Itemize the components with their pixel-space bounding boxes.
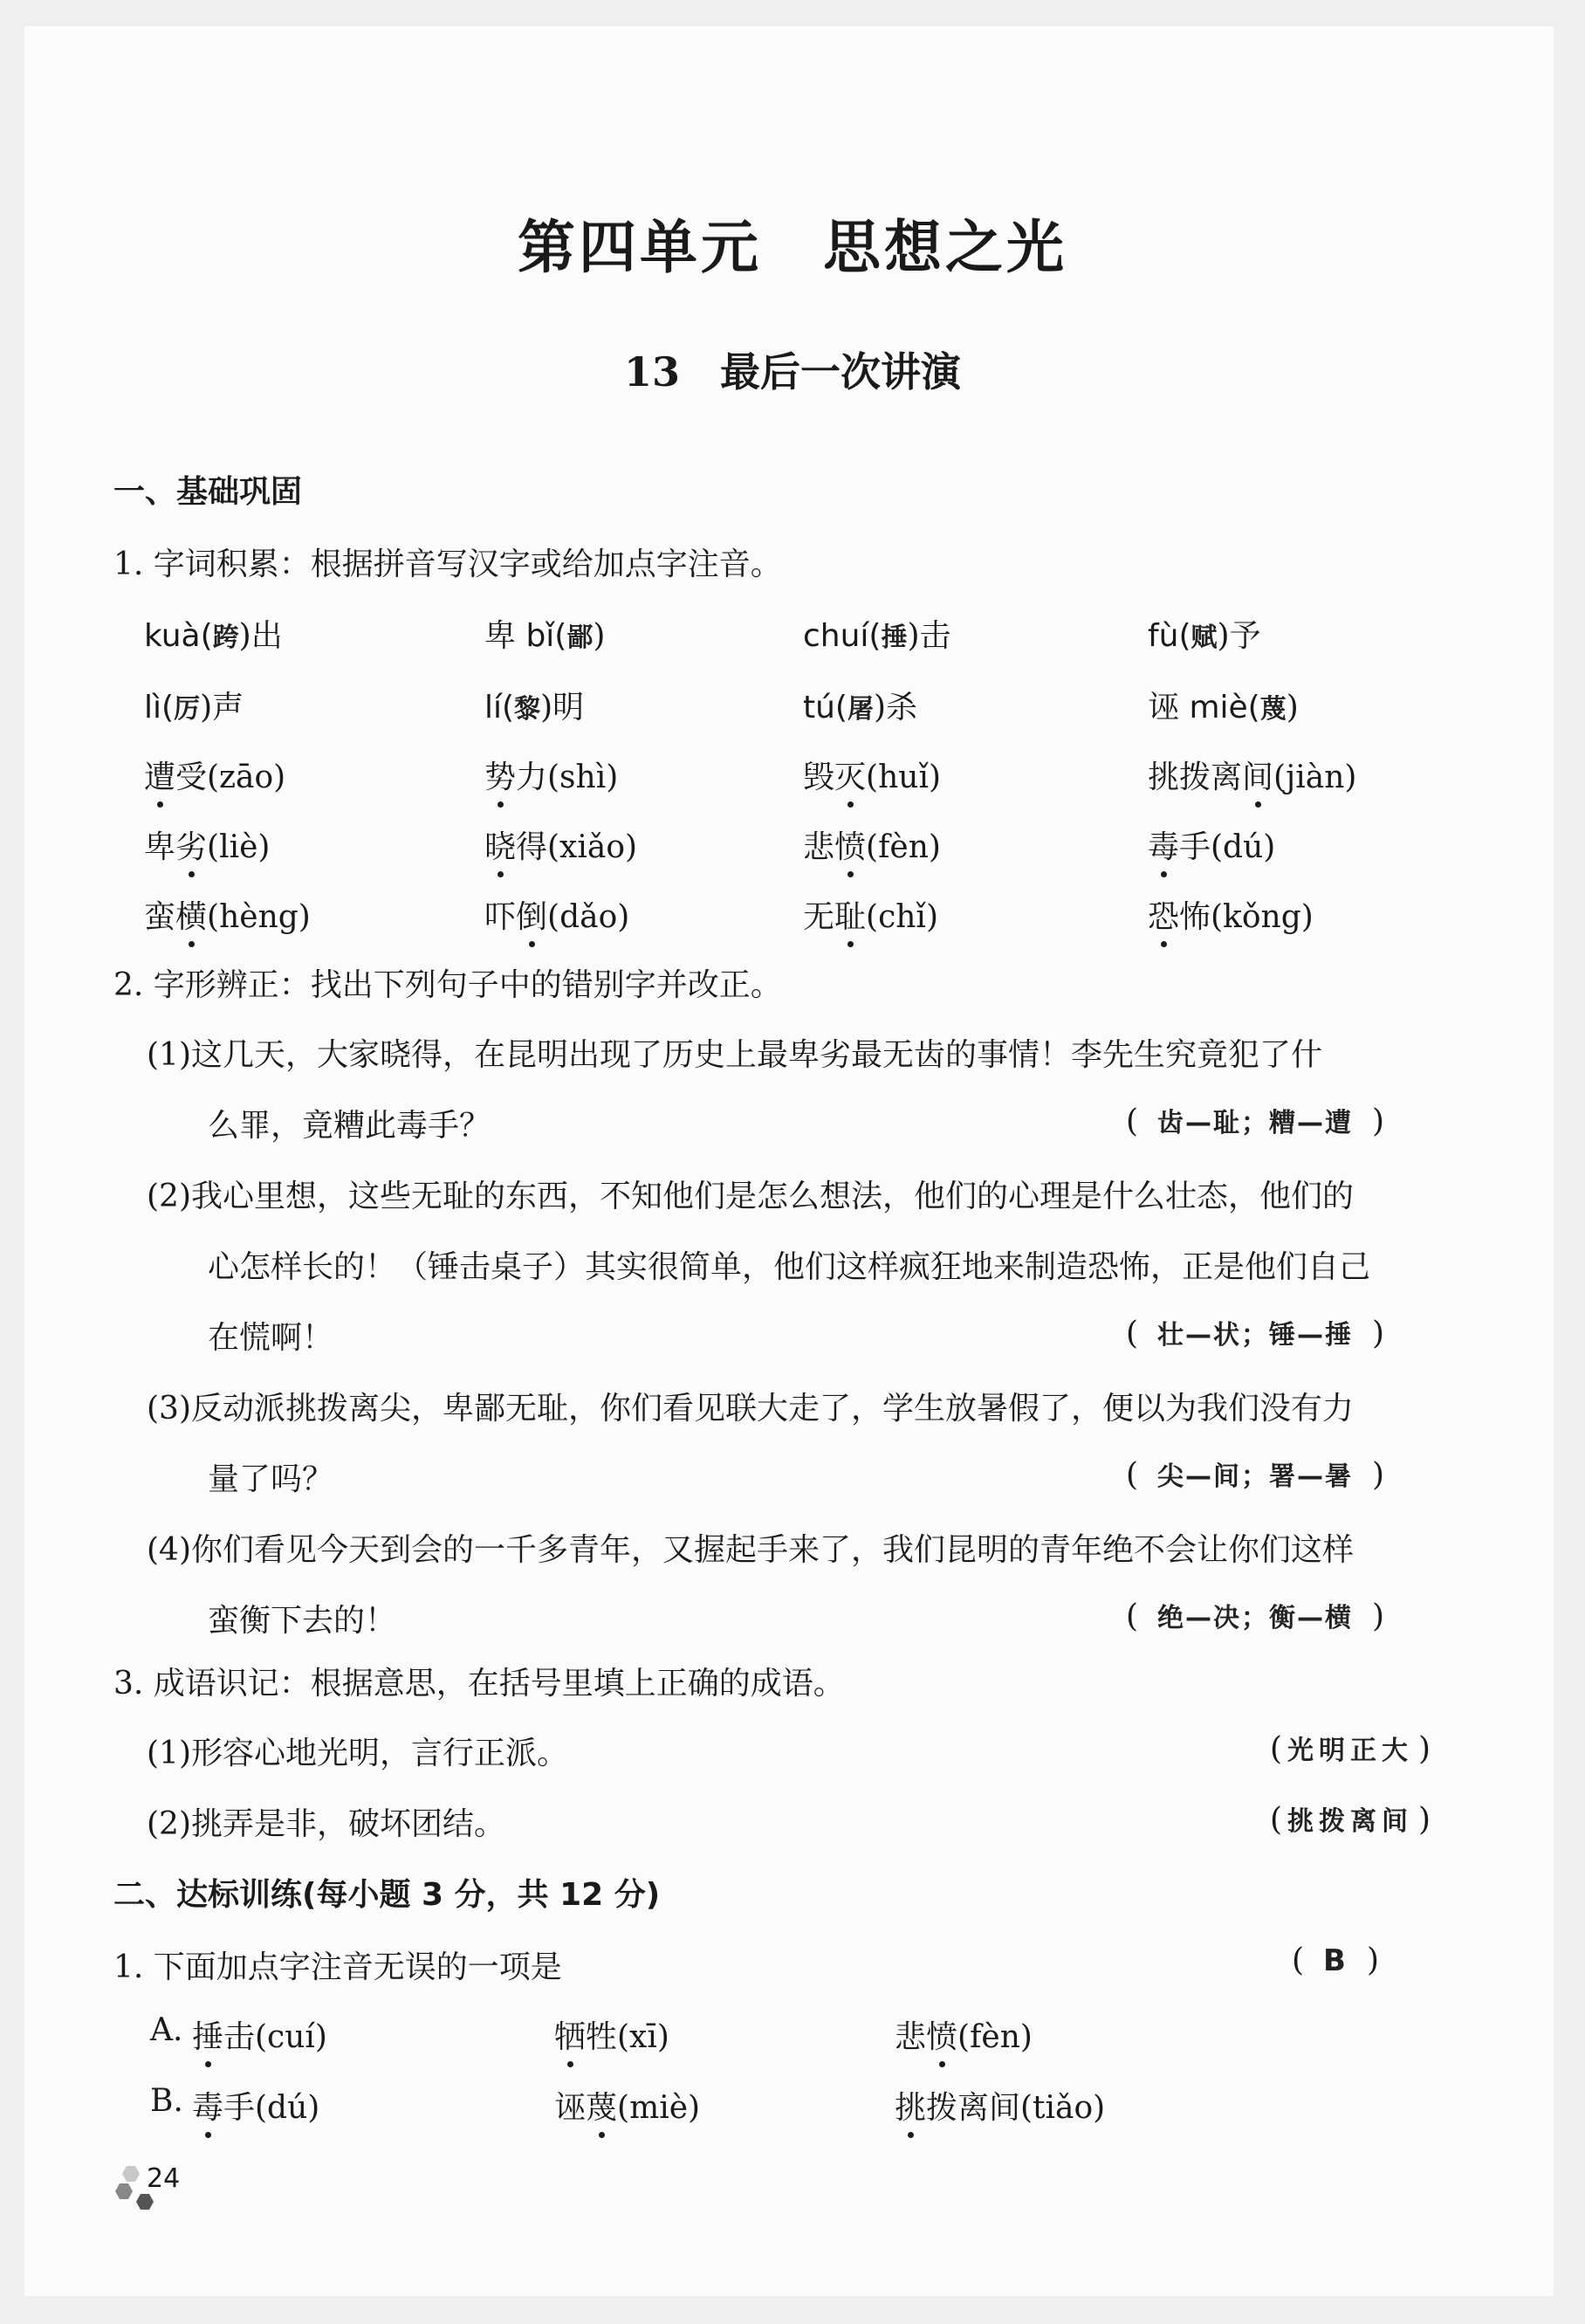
word-part: 毁 [803,760,835,795]
vocab-suffix: )予 [1217,618,1261,654]
dotted-char: 遭 [144,753,175,797]
question-1-prompt: 1. 字词积累：根据拼音写汉字或给加点字注音。 [113,547,782,582]
word-part: 吓 [484,899,517,935]
dotted-char: 愤 [834,822,866,867]
word-part: (huǐ) [866,760,942,795]
vocab-item [484,822,637,867]
vocab-item [144,611,283,656]
option-word [554,2012,669,2057]
dotted-char: 横 [175,892,207,937]
option-label: B. [150,2083,183,2119]
word-part: 卑 [144,829,176,865]
typo-sentence-line: 蛮衡下去的！ [208,1603,397,1639]
word-part: 力(shì) [516,760,619,795]
word-part: 无 [803,899,835,935]
word-part: (dǎo) [547,899,630,935]
vocab-prompt: lí( [484,690,515,725]
dotted-char: 晓 [484,822,516,867]
vocab-item [484,683,584,727]
handwritten-answer: 蔑 [1259,694,1287,725]
vocab-prompt: lì( [144,690,175,725]
typo-sentence-line: 心怎样长的！（锤击桌子）其实很简单，他们这样疯狂地来制造恐怖，正是他们自己 [208,1249,1371,1285]
answer-bracket: ( 齿—耻；糟—遭 ) [1126,1104,1385,1139]
word-part: 悲 [895,2019,927,2055]
handwritten-answer: 挑拨离间 [1287,1806,1414,1837]
answer-bracket: ( 光明正大 ) [1270,1731,1431,1767]
dotted-char: 倒 [516,892,547,937]
vocab-item [803,753,941,797]
idiom-item: (2)挑弄是非，破坏团结。 [147,1806,505,1842]
typo-sentence-line: 么罪，竟糟此毒手？ [208,1108,491,1144]
handwritten-answer: 屠 [847,694,874,725]
vocab-item [144,822,270,867]
question-3-prompt: 3. 成语识记：根据意思，在括号里填上正确的成语。 [113,1666,845,1702]
word-part: 牲(xī) [586,2019,669,2055]
typo-sentence-line: (2)我心里想，这些无耻的东西，不知他们是怎么想法，他们的心理是什么壮态，他们的 [147,1179,1354,1214]
answer-bracket: ( 尖—间；署—暑 ) [1126,1457,1385,1493]
idiom-item: (1)形容心地光明，言行正派。 [147,1736,568,1771]
handwritten-answer: 赋 [1190,622,1218,653]
vocab-item [803,611,951,656]
option-word [895,2012,1033,2057]
vocab-item [144,892,311,937]
vocab-item [484,892,629,937]
vocab-item [803,683,917,727]
dotted-char: 毒 [192,2083,223,2128]
word-part: 手(dú) [223,2090,320,2126]
vocab-item [803,892,938,937]
page-number: 24 [147,2163,181,2194]
word-part: 悲 [803,829,835,865]
typo-sentence-line: 在慌啊！ [208,1320,334,1356]
vocab-prompt: tú( [803,690,847,725]
dotted-char: 毒 [1148,822,1179,867]
handwritten-answer: 捶 [881,622,908,653]
handwritten-answer: 厉 [174,694,201,725]
typo-sentence-line: 量了吗？ [208,1461,334,1497]
unit-title: 第四单元 思想之光 [518,213,1067,281]
option-word [554,2083,700,2128]
word-part: 怖(kǒng) [1179,899,1314,935]
dotted-char: 耻 [834,892,866,937]
vocab-item [1148,683,1299,727]
word-part: 手(dú) [1179,829,1276,865]
word-part: 挑拨离 [1148,760,1243,795]
vocab-suffix: )出 [238,618,283,654]
word-part: 击(cuí) [223,2019,327,2055]
vocab-item [144,683,244,727]
word-part: 诬 [554,2090,587,2126]
answer-bracket: ( 挑拨离间 ) [1270,1802,1431,1838]
vocab-prompt: kuà( [144,618,213,654]
dotted-char: 蔑 [586,2083,617,2128]
handwritten-answer: 鄙 [566,622,594,653]
handwritten-answer: 尖—间；署—暑 [1157,1461,1354,1492]
word-part: (liè) [207,829,271,865]
section-heading-basic: 一、基础巩固 [113,474,303,510]
vocab-suffix: )明 [540,690,585,725]
vocab-suffix: ) [593,618,606,654]
vocab-item [1148,892,1314,937]
vocab-item [484,753,618,797]
mc-question-1-prompt: 1. 下面加点字注音无误的一项是 [113,1949,562,1985]
dotted-char: 劣 [175,822,207,867]
typo-sentence-line: (4)你们看见今天到会的一千多青年，又握起手来了，我们昆明的青年绝不会让你们这样 [147,1532,1354,1568]
vocab-prompt: fù( [1148,618,1191,654]
word-part: 蛮 [144,899,176,935]
option-word [192,2083,319,2128]
dotted-char: 愤 [926,2012,957,2057]
lesson-title: 13 最后一次讲演 [623,348,961,395]
dotted-char: 挑 [895,2083,926,2128]
vocab-item [144,753,285,797]
dotted-char: 牺 [554,2012,586,2057]
option-word [895,2083,1105,2128]
word-part: (jiàn) [1273,760,1357,795]
handwritten-answer: 齿—耻；糟—遭 [1157,1108,1354,1138]
vocab-prompt: chuí( [803,618,882,654]
typo-sentence-line: (3)反动派挑拨离尖，卑鄙无耻，你们看见联大走了，学生放暑假了，便以为我们没有力 [147,1391,1354,1427]
handwritten-answer: 光明正大 [1287,1736,1414,1766]
dotted-char: 势 [484,753,516,797]
vocab-suffix: )杀 [873,690,918,725]
vocab-prompt: 卑 bǐ( [484,618,567,654]
dotted-char: 间 [1242,753,1273,797]
option-label: A. [150,2012,183,2048]
word-part: (miè) [617,2090,701,2126]
dotted-char: 灭 [834,753,866,797]
vocab-suffix: ) [1286,690,1299,725]
option-word [192,2012,327,2057]
vocab-item [484,611,605,656]
word-part: (chǐ) [866,899,938,935]
section-heading-practice: 二、达标训练(每小题 3 分，共 12 分) [113,1877,661,1913]
mc-answer-bracket: ( B ) [1292,1942,1380,1978]
word-part: (hèng) [207,899,311,935]
vocab-suffix: )击 [907,618,951,654]
question-2-prompt: 2. 字形辨正：找出下列句子中的错别字并改正。 [113,967,782,1003]
answer-bracket: ( 绝—决；衡—横 ) [1126,1599,1385,1634]
word-part: (fèn) [957,2019,1033,2055]
vocab-suffix: )声 [200,690,244,725]
dotted-char: 恐 [1148,892,1179,937]
word-part: 受(zāo) [175,760,286,795]
word-part: (fèn) [866,829,941,865]
handwritten-answer: 黎 [514,694,541,725]
vocab-item [803,822,941,867]
vocab-item [1148,822,1275,867]
answer-bracket: ( 壮—状；锤—捶 ) [1126,1316,1385,1351]
vocab-item [1148,611,1261,656]
handwritten-answer: 壮—状；锤—捶 [1157,1320,1354,1351]
vocab-item [1148,753,1356,797]
typo-sentence-line: (1)这几天，大家晓得，在昆明出现了历史上最卑劣最无齿的事情！李先生究竟犯了什 [147,1037,1322,1073]
dotted-char: 捶 [192,2012,223,2057]
word-part: 拨离间(tiǎo) [926,2090,1106,2126]
mc-answer: B [1323,1943,1348,1978]
handwritten-answer: 绝—决；衡—横 [1157,1603,1354,1633]
vocab-prompt: 诬 miè( [1148,690,1260,725]
handwritten-answer: 跨 [212,622,239,653]
word-part: 得(xiǎo) [516,829,638,865]
